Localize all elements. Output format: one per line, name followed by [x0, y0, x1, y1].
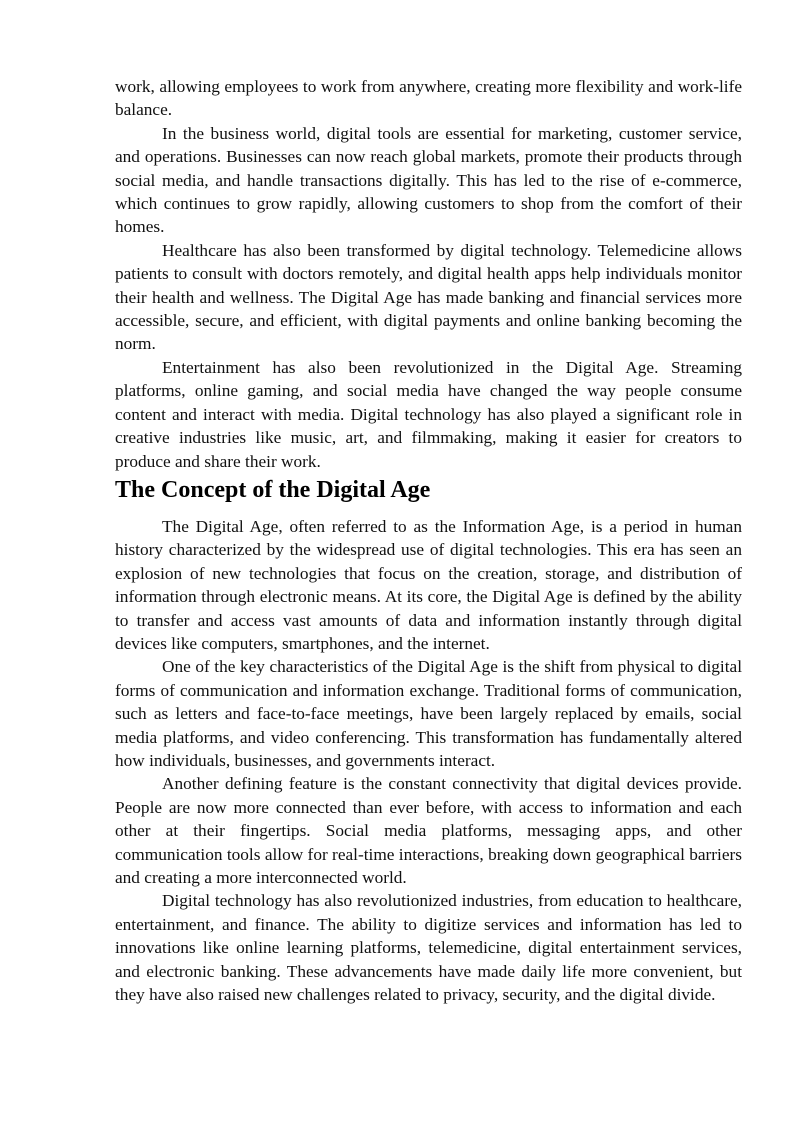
- paragraph-entertainment: Entertainment has also been revolutionized in the Digital Age. Streaming platforms, online gaming, and social media have changed the way people consume content and interact with media. Digital technology has also played a significant role in creative industries like music, art, and filmmaking, making it easier for creators to produce and share their work.: [115, 357, 742, 471]
- paragraph-business: In the business world, digital tools are essential for marketing, customer service, and operations. Businesses can now reach global markets, promote their products through social media, and handle transactions digitally. This has led to the rise of e-commerce, which continues to grow rapidly, allowing customers to shop from the comfort of their homes.: [115, 123, 742, 237]
- paragraph-remote-work-continued: work, allowing employees to work from anywhere, creating more flexibility and work-life balance.: [115, 77, 742, 120]
- paragraph-industries: Digital technology has also revolutionized industries, from education to healthcare, entertainment, and finance. The ability to digitize services and information has led to innovations like online learning platforms, telemedicine, digital entertainment services, and electronic banking. These advancements have made daily life more convenient, but they have also raised new challenges related to privacy, security, and the digital divide.: [115, 891, 742, 1005]
- paragraph-healthcare: Healthcare has also been transformed by digital technology. Telemedicine allows patients to consult with doctors remotely, and digital health apps help individuals monitor their health and wellness. The Digital Age has made banking and financial services more accessible, secure, and efficient, with digital payments and online banking becoming the norm.: [115, 240, 742, 354]
- paragraph-communication-shift: One of the key characteristics of the Digital Age is the shift from physical to digital forms of communication and information exchange. Traditional forms of communication, such as letters and face-to-face meetings, have been largely replaced by emails, social media platforms, and video conferencing. This transformation has fundamentally altered how individuals, businesses, and governments interact.: [115, 657, 742, 770]
- document-page: [115, 75, 742, 1006]
- section-heading: The Concept of the Digital Age: [115, 476, 431, 503]
- paragraph-connectivity: Another defining feature is the constant connectivity that digital devices provide. People are now more connected than ever before, with access to information and each other at their fingertips. Social media platforms, messaging apps, and other communication tools allow for real-time interactions, breaking down geographical barriers and creating a more interconnected world.: [115, 774, 742, 887]
- paragraph-definition: The Digital Age, often referred to as the Information Age, is a period in human history characterized by the widespread use of digital technologies. This era has seen an explosion of new technologies that focus on the creation, storage, and distribution of information through electronic means. At its core, the Digital Age is defined by the ability to transfer and access vast amounts of data and information instantly through digital devices like computers, smartphones, and the internet.: [115, 516, 742, 653]
